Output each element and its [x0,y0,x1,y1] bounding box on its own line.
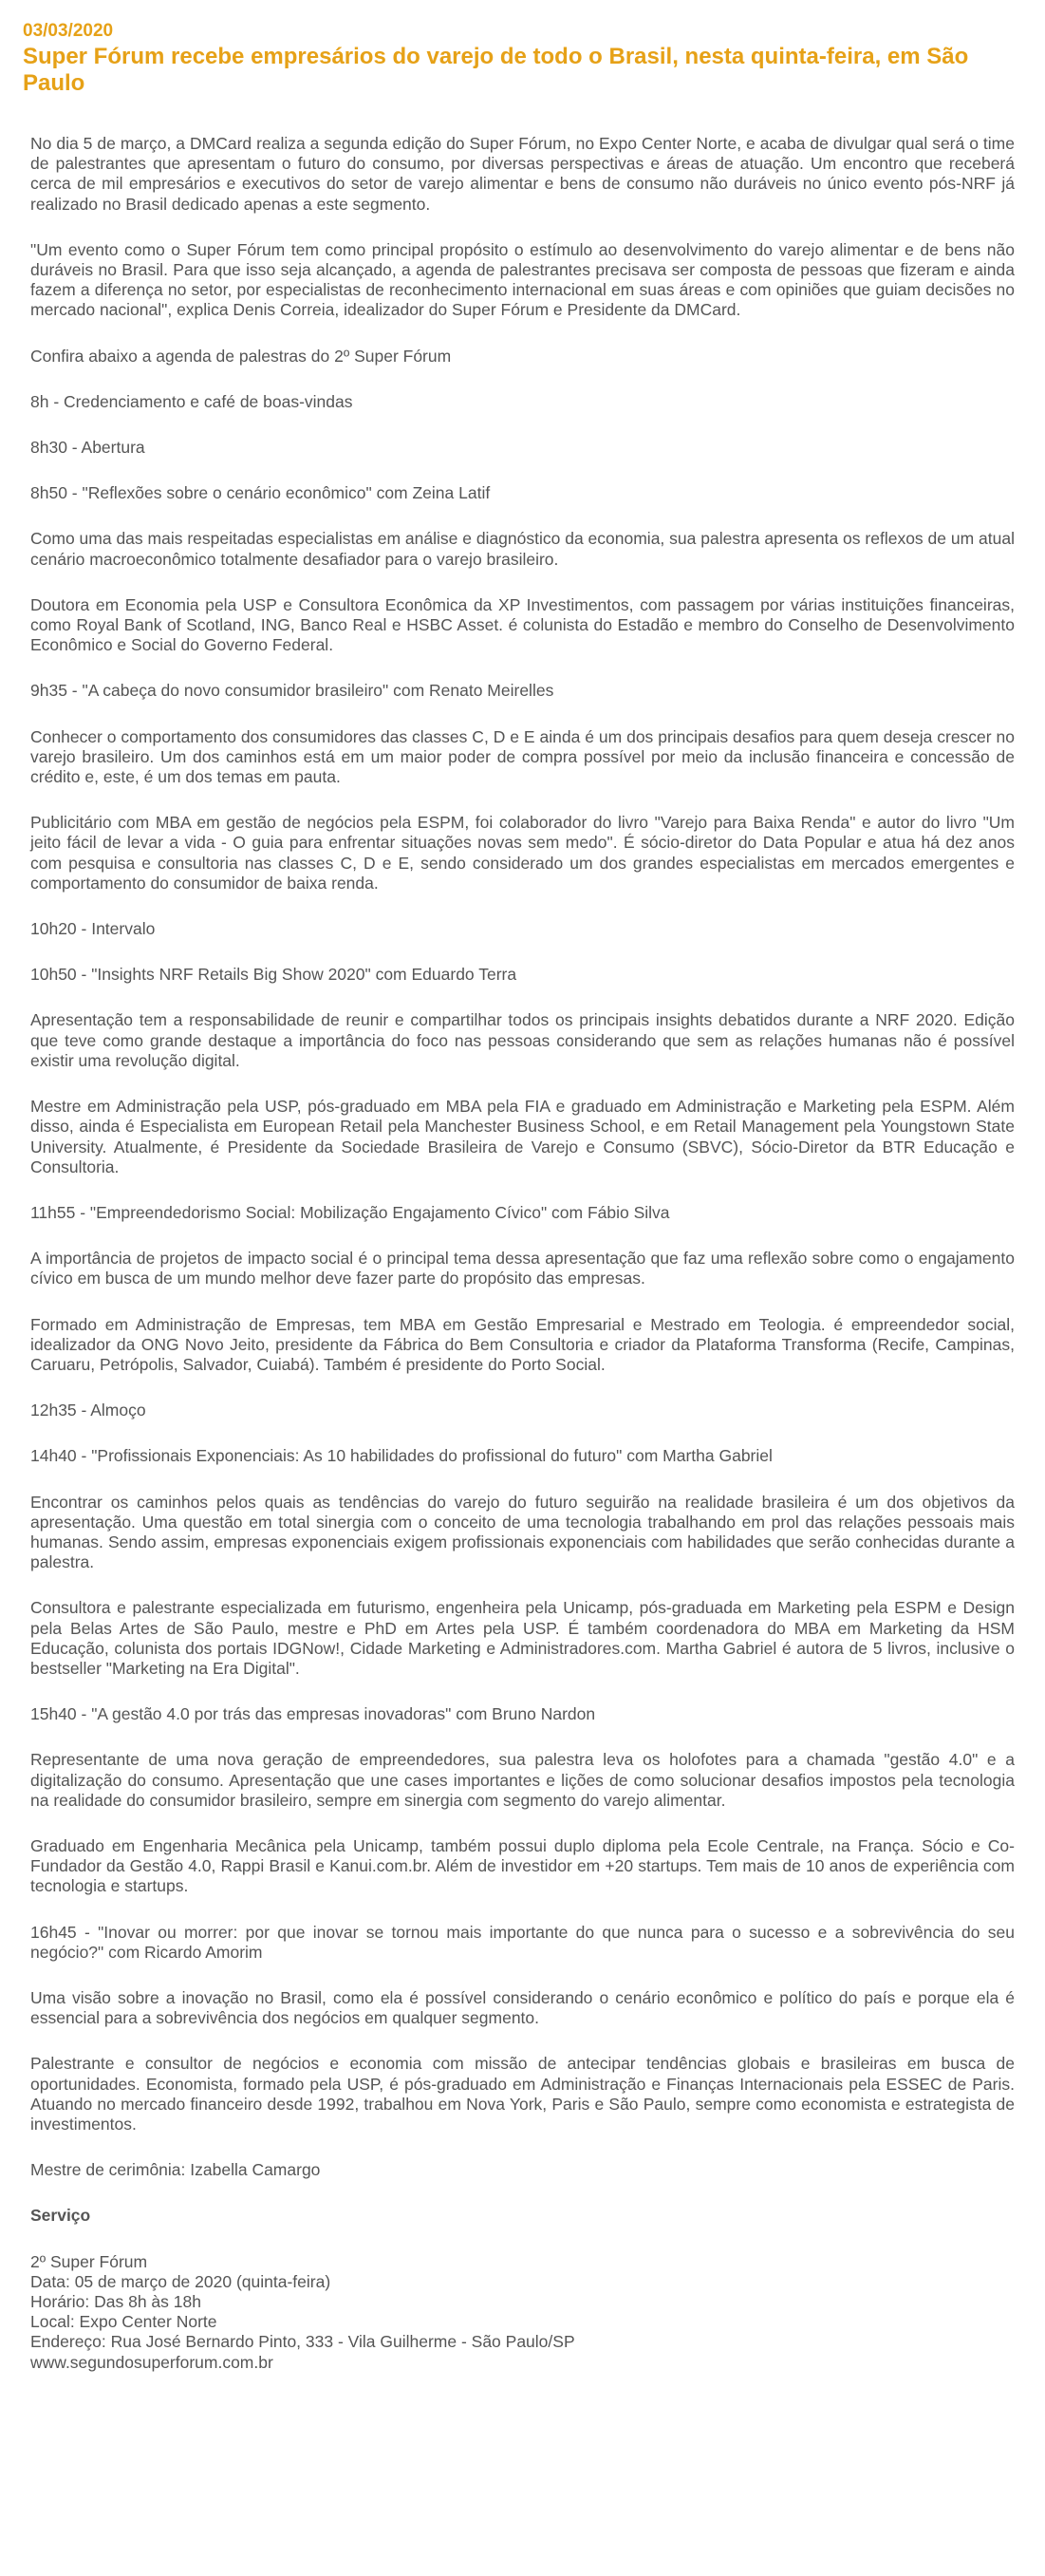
article-body [30,134,1015,2373]
talk-description: Conhecer o comportamento dos consumidores das classes C, D e E ainda é um dos principais desafios para quem deseja crescer no varejo brasileiro. Um dos caminhos está em um maior poder de compra possível por meio da inclusão financeira e concessão de crédito e, este, é um dos temas em pauta. [30,726,1015,787]
agenda-item: 10h20 - Intervalo [30,919,156,939]
agenda-item: 8h50 - "Reflexões sobre o cenário econômico" com Zeina Latif [30,483,491,503]
speaker-bio: Consultora e palestrante especializada em futurismo, engenheira pela Unicamp, pós-graduada em Marketing pela ESPM e Design pela Belas Artes de São Paulo, mestre e PhD em Artes pela USP. É também coordenadora do MBA em Marketing da HSM Educação, colunista dos portais IDGNow!, Cidade Marketing e Administradores.com. Martha Gabriel é autora de 5 livros, inclusive o bestseller "Marketing na Era Digital". [30,1598,1015,1678]
speaker-bio: Mestre em Administração pela USP, pós-graduado em MBA pela FIA e graduado em Administração e Marketing pela ESPM. Além disso, ainda é Especialista em European Retail pela Manchester Business School, e em Retail Management pela Youngstown State University. Atualmente, é Presidente da Sociedade Brasileira de Varejo e Consumo (SBVC), Sócio-Diretor da BTR Educação e Consultoria. [30,1097,1015,1176]
service-website: www.segundosuperforum.com.br [30,2352,273,2372]
speaker-bio: Doutora em Economia pela USP e Consultora Econômica da XP Investimentos, com passagem por várias instituições financeiras, como Royal Bank of Scotland, ING, Banco Real e HSBC Asset. é colunista do Estadão e membro do Conselho de Desenvolvimento Econômico e Social do Governo Federal. [30,594,1015,655]
agenda-intro: Confira abaixo a agenda de palestras do 2º Super Fórum [30,346,452,366]
talk-description: A importância de projetos de impacto social é o principal tema dessa apresentação que faz uma reflexão sobre como o engajamento cívico em busca de um mundo melhor deve fazer parte do propósito das empresas. [30,1249,1015,1288]
service-details [30,2252,1015,2373]
master-of-ceremonies: Mestre de cerimônia: Izabella Camargo [30,2160,321,2180]
article-title: Super Fórum recebe empresários do varejo de todo o Brasil, nesta quinta-feira, em São Paulo [23,44,969,96]
speaker-bio: Formado em Administração de Empresas, tem MBA em Gestão Empresarial e Mestrado em Teologia. é empreendedor social, idealizador da ONG Novo Jeito, presidente da Fábrica do Bem Consultoria e criador da Plataforma Transforma (Recife, Campinas, Caruaru, Petrópolis, Salvador, Cuiabá). Também é presidente do Porto Social. [30,1314,1015,1374]
service-date: Data: 05 de março de 2020 (quinta-feira) [30,2271,331,2291]
agenda-item: 12h35 - Almoço [30,1401,146,1420]
service-hours: Horário: Das 8h às 18h [30,2292,201,2312]
agenda-item: 8h - Credenciamento e café de boas-vindas [30,391,353,411]
speaker-bio: Publicitário com MBA em gestão de negócios pela ESPM, foi colaborador do livro "Varejo para Baixa Renda" e autor do livro "Um jeito fácil de levar a vida - O guia para enfrentar situações novas sem medo". É sócio-diretor do Data Popular e atua há dez anos com pesquisa e consultoria nas classes C, D e E, sendo considerado um dos grandes especialistas em mercados emergentes e comportamento do consumidor de baixa renda. [30,813,1015,893]
speaker-bio: Palestrante e consultor de negócios e economia com missão de antecipar tendências globais e brasileiras em busca de oportunidades. Economista, formado pela USP, é pós-graduado em Administração e Finanças Internacionais pela ESSEC de Paris. Atuando no mercado financeiro desde 1992, trabalhou em Nova York, Paris e São Paulo, sempre como economista e estrategista de investimentos. [30,2054,1015,2134]
intro-paragraph: No dia 5 de março, a DMCard realiza a segunda edição do Super Fórum, no Expo Center Norte, e acaba de divulgar qual será o time de palestrantes que apresentam o futuro do consumo, por diversas perspectivas e áreas de atuação. Um encontro que receberá cerca de mil empresários e executivos do setor de varejo alimentar e bens de consumo não duráveis no único evento pós-NRF já realizado no Brasil dedicado apenas a este segmento. [30,134,1015,214]
talk-description: Apresentação tem a responsabilidade de reunir e compartilhar todos os principais insights debatidos durante a NRF 2020. Edição que teve como grande destaque a importância do foco nas pessoas considerando que sem as relações humanas não é possível existir uma revolução digital. [30,1010,1015,1070]
agenda-item: 11h55 - "Empreendedorismo Social: Mobilização Engajamento Cívico" com Fábio Silva [30,1202,670,1222]
agenda-item: 8h30 - Abertura [30,438,145,458]
talk-description: Encontrar os caminhos pelos quais as tendências do varejo do futuro seguirão na realidade brasileira é um dos objetivos da apresentação. Uma questão em total sinergia com o conceito de uma tecnologia trabalhando em prol das relações pessoais mais humanas. Sendo assim, empresas exponenciais exigem profissionais exponenciais com habilidades que serão conhecidas durante a palestra. [30,1492,1015,1572]
service-heading: Serviço [30,2206,91,2226]
talk-description: Uma visão sobre a inovação no Brasil, como ela é possível considerando o cenário econômico e político do país e porque ela é essencial para a sobrevivência dos negócios em qualquer segmento. [30,1987,1015,2028]
article-date: 03/03/2020 [23,21,114,41]
agenda-item: 10h50 - "Insights NRF Retails Big Show 2020" com Eduardo Terra [30,965,517,985]
service-address: Endereço: Rua José Bernardo Pinto, 333 - Vila Guilherme - São Paulo/SP [30,2332,575,2352]
agenda-item: 15h40 - "A gestão 4.0 por trás das empresas inovadoras" com Bruno Nardon [30,1704,596,1724]
speaker-bio: Graduado em Engenharia Mecânica pela Unicamp, também possui duplo diploma pela Ecole Centrale, na França. Sócio e Co-Fundador da Gestão 4.0, Rappi Brasil e Kanui.com.br. Além de investidor em +20 startups. Tem mais de 10 anos de experiência com tecnologia e startups. [30,1835,1015,1896]
talk-description: Representante de uma nova geração de empreendedores, sua palestra leva os holofotes para a chamada "gestão 4.0" e a digitalização do consumo. Apresentação que une cases importantes e lições de como solucionar desafios impostos pela tecnologia na realidade do consumidor brasileiro, sempre em sinergia com segmento do varejo alimentar. [30,1750,1015,1810]
talk-description: Como uma das mais respeitadas especialistas em análise e diagnóstico da economia, sua palestra apresenta os reflexos de um atual cenário macroeconômico totalmente desafiador para o varejo brasileiro. [30,529,1015,569]
agenda-item: 14h40 - "Profissionais Exponenciais: As 10 habilidades do profissional do futuro" com Martha Gabriel [30,1446,773,1466]
agenda-item: 16h45 - "Inovar ou morrer: por que inovar se tornou mais importante do que nunca para o sucesso e a sobrevivência do seu negócio?" com Ricardo Amorim [30,1922,1015,1962]
quote-paragraph: "Um evento como o Super Fórum tem como principal propósito o estímulo ao desenvolvimento do varejo alimentar e de bens não duráveis no Brasil. Para que isso seja alcançado, a agenda de palestrantes precisava ser composta de pessoas que fizeram e ainda fazem a diferença no setor, por especialistas de reconhecimento internacional em suas áreas e com opiniões que guiam decisões no mercado nacional", explica Denis Correia, idealizador do Super Fórum e Presidente da DMCard. [30,239,1015,320]
agenda-item: 9h35 - "A cabeça do novo consumidor brasileiro" com Renato Meirelles [30,681,554,701]
service-location: Local: Expo Center Norte [30,2312,217,2332]
service-event-name: 2º Super Fórum [30,2251,148,2271]
